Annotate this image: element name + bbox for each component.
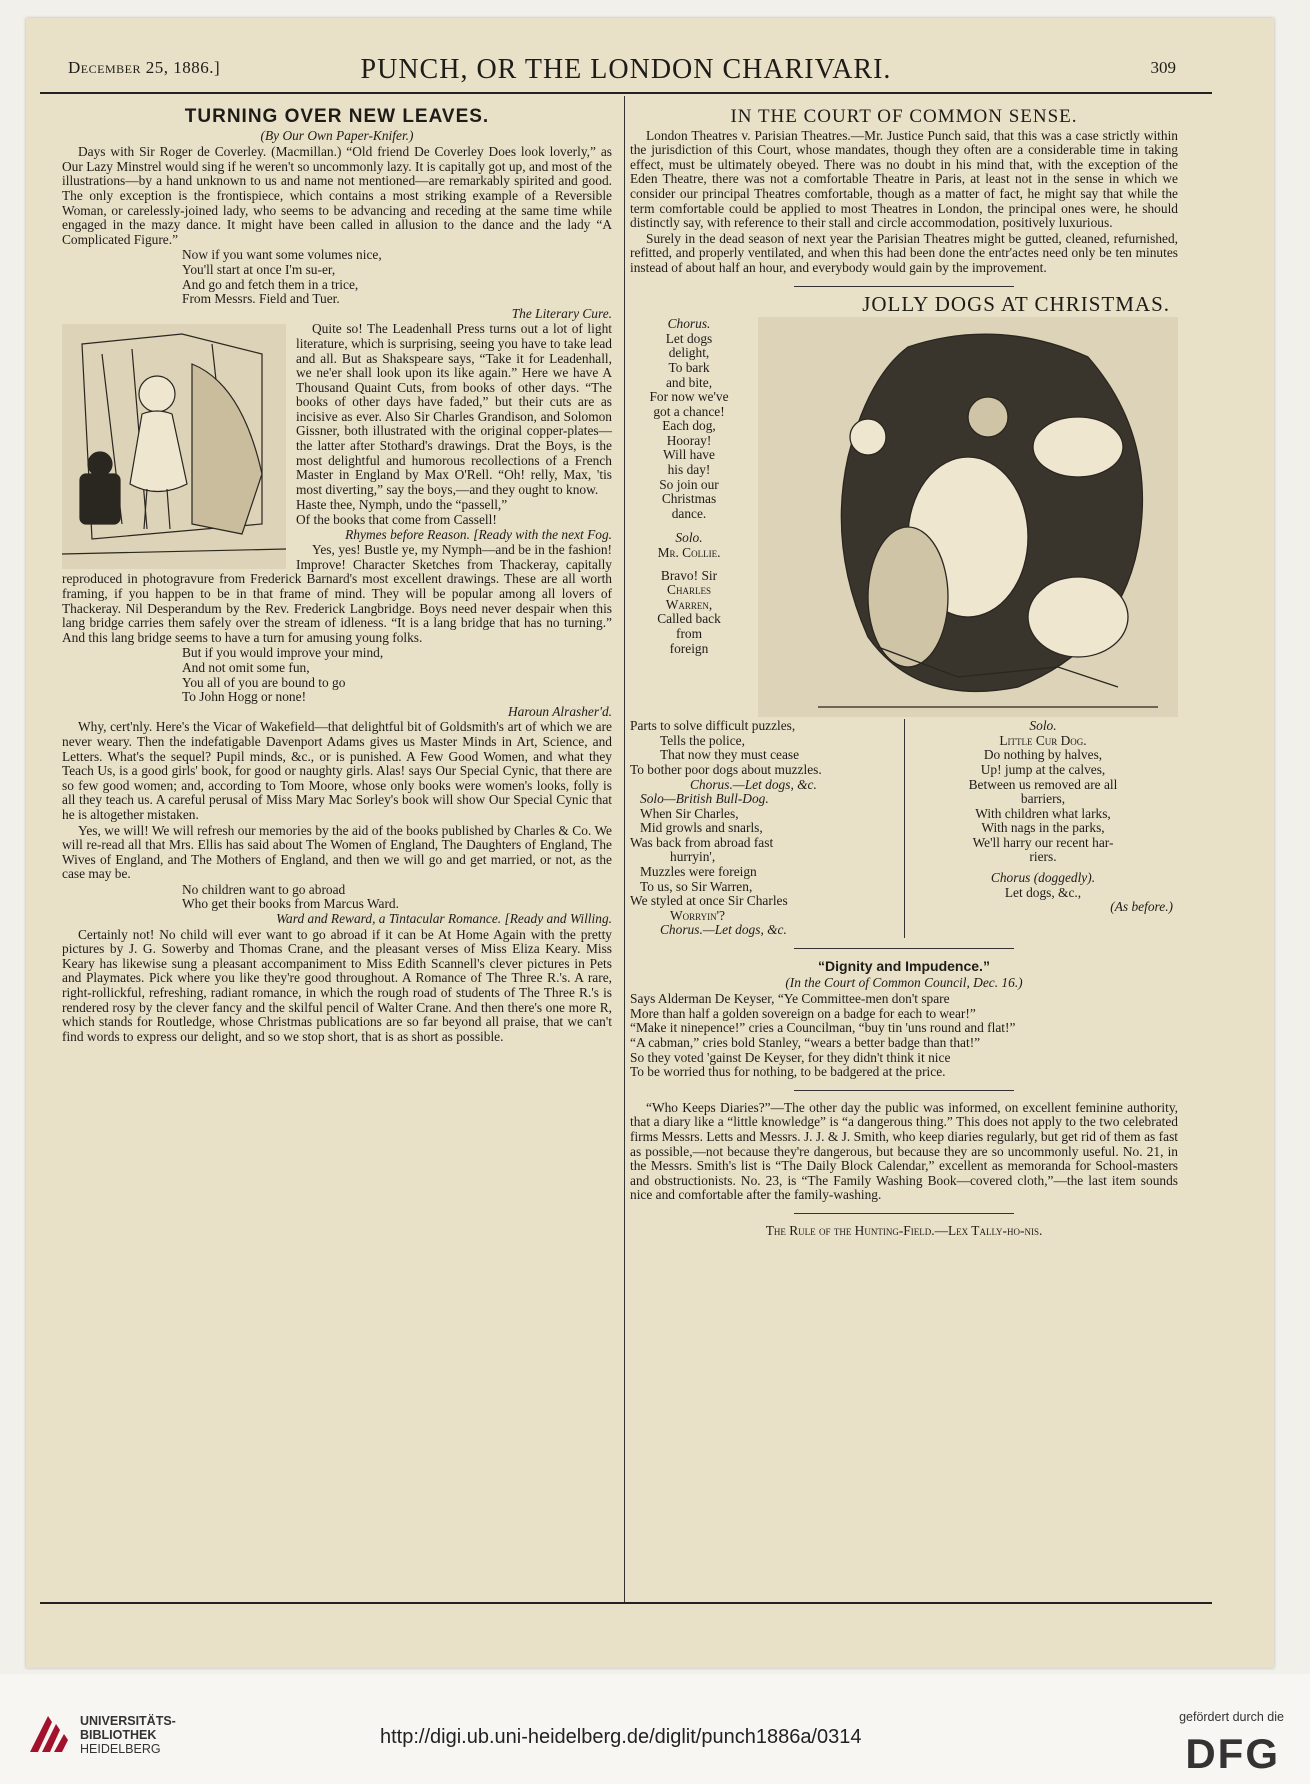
paragraph: Days with Sir Roger de Coverley. (Macmillan.) “Old friend De Coverley Does look loverly,” as Our Lazy Minstrel would sing if he weren't so uncommonly lazy. It is capitally got up, and most of the illustrations—by a hand unknown to us and name not mentioned—are remarkably spirited and good. The only exception is the frontispiece, which contains a most striking example of a Reversible Woman, or carelessly-joined lady, who seems to be advancing and receding at the same time while engaged in the mazy dance. It might have been called in allusion to the dance and the lady “A Complicated Figure.” [62,144,612,247]
university-library-logo-icon [26,1712,70,1756]
section-rule [794,948,1014,949]
dfg-logo: DFG [1185,1730,1280,1777]
closing-joke: The Rule of the Hunting-Field.—Lex Tally-ho-nis. [765,1222,1043,1238]
masthead: PUNCH, OR THE LONDON CHARIVARI. [360,54,892,85]
poem-subtitle-dignity: (In the Court of Common Council, Dec. 16.) [785,974,1023,990]
paragraph: Quite so! The Leadenhall Press turns out a lot of light literature, which is surprising, seeing you have to take lead and all. But as Shakspeare says, “Take it for Leadenhall, we ne'er shall look upon its like again.” Here we have A Thousand Quaint Cuts, from books of other days. “The books of other days have faded,” but their cuts are as incisive as ever. Also Sir Charles Grandison, and Solomon Gissner, both illustrated with the original copper-plates—the latter after Stothard's drawings. Drat the Boys, is the most delightful and humorous recollections of a French Master in England by Max O'Rell. “Oh! relly, Max, 'tis most diverting,” say the boys,—and they ought to know. [296,321,612,497]
section-rule [794,286,1014,287]
verse-block: Now if you want some volumes nice, You'll start at once I'm su-er, And go and fetch them in a trice, From Messrs. Field and Tuer. [182,247,382,307]
section-rule [794,1213,1014,1214]
poem-left-verses: Parts to solve difficult puzzles, Tells the police, That now they must cease To bother poor dogs about muzzles. Chorus.—Let dogs, &c. Solo—British Bull-Dog. When Sir Charles, Mid growls and snarls, Was back from abroad fast hurryin', Muzzles were foreign To us, so Sir Warren, We styled at once Sir Charles Worryin'? Chorus.—Let dogs, &c. [630,718,822,938]
verse-block: But if you would improve your mind, And not omit some fun, You all of you are bound to go To John Hogg or none! [182,645,384,705]
funding-note: gefördert durch die [1179,1710,1284,1724]
byline: (By Our Own Paper-Knifer.) [260,127,414,143]
verse-block: No children want to go abroad Who get their books from Marcus Ward. [182,881,399,912]
jolly-dogs-illustration [758,317,1178,717]
verse-block: Haste thee, Nymph, undo the “passell,” Of the books that come from Cassell! [296,497,508,528]
right-column [630,106,1178,1239]
page-number: 309 [1150,58,1176,77]
poem-continuation [630,719,1178,938]
article-title-common-sense: IN THE COURT OF COMMON SENSE. [730,106,1078,127]
girl-with-books-illustration [62,324,286,569]
university-library-name: UNIVERSITÄTS- BIBLIOTHEK HEIDELBERG [80,1714,176,1756]
header-rule [40,92,1212,94]
verse-credit: Ward and Reward, a Tintacular Romance. [Ready and Willing. [276,911,612,927]
page-header [40,48,1212,90]
dignity-verses: Says Alderman De Keyser, “Ye Committee-men don't spare More than half a golden sovereign on a badge for each to wear!” “Make it ninepence!” cries a Councilman, “buy tin 'uns round and flat!” “A cabman,” cries bold Stanley, “wears a better badge than that!” So they voted 'gainst De Keyser, for they didn't think it nice To be worried thus for nothing, to be badgered at the price. [630,991,1016,1080]
left-column [62,106,612,1045]
viewer-footer [0,1674,1310,1784]
paragraph: Yes, yes! Bustle ye, my Nymph—and be in the fashion! Improve! Character Sketches from Thackeray, capitally reproduced in photogravure from Frederick Barnard's most excellent drawings. These are all worth framing, if you happen to be in that frame of mind. They will be popular among all lovers of Thackeray. Nil Desperandum by the Rev. Frederick Langbridge. Boys need never despair when this lang bridge carries them safely over the stream of idleness. “It is a lang bridge that has no turning.” And this lang bridge seems to have a turn for amusing young folks. [62,542,612,645]
section-rule [794,1090,1014,1091]
paragraph: Why, cert'nly. Here's the Vicar of Wakefield—that delightful bit of Goldsmith's art of which we are never weary. Then the indefatigable Davenport Adams gives us Master Minds in Art, Science, and Letters. What's the sequel? Pupil minds, &c., or is punished. A Few Good Women, and what they Teach Us, is a good girls' book, for good or naughty girls. Alas! says Our Special Cynic, that there are so few good women; and, according to Tom Moore, whose only books were women's looks, folly is all they teach us. A careful perusal of Miss Mary Mac Sorley's book will show Our Special Cynic that he is altogether mistaken. [62,719,612,822]
paragraph: Yes, we will! We will refresh our memories by the aid of the books published by Charles & Co. We will re-read all that Mrs. Ellis has said about The Women of England, The Daughters of England, The Wives of England, and The Mothers of England, and then we will go and get married, or not, as the case may be. [62,822,612,882]
footer-rule [40,1602,1212,1604]
poem-title-jolly-dogs: JOLLY DOGS AT CHRISTMAS. [862,291,1170,316]
paragraph: Certainly not! No child will ever want to go abroad if it can be At Home Again with the pretty pictures by J. G. Sowerby and Thomas Crane, and the pleasant verses of Miss Eliza Keary. Miss Keary has likewise sung a pleasant accompaniment to Miss Edith Scannell's clever pictures in Pets and Playmates. Pick where you like they're good throughout. A Romance of The Three R.'s. A rare, right-rollickful, refreshing, radiant romance, in which the rough road of students of The Three R.'s is rendered rosy by the clever fancy and the skilful pencil of Walter Crane. And then there's one more R, which stands for Routledge, whose Christmas publications are so far beyond all praise, that we can't find words to express our delight, and so we stop short, that is as short as possible. [62,926,612,1044]
paragraph: Surely in the dead season of next year the Parisian Theatres might be gutted, cleaned, refurnished, refitted, and properly ventilated, and when this had been done the entr'actes need only be ten minutes instead of about half an hour, and everybody would gain by the improvement. [630,230,1178,275]
article-title-new-leaves: TURNING OVER NEW LEAVES. [184,106,490,127]
chorus-block: Chorus. Let dogs delight, To bark and bite, For now we've got a chance! Each dog, Hooray! Will have his day! So join our Christmas dance. Solo. Mr. Collie. Bravo! Sir Charles Warren, Called back from foreign [649,316,729,656]
poem-title-dignity: “Dignity and Impudence.” [818,958,990,975]
issue-date: December 25, 1886.] [68,58,221,77]
permalink-url[interactable]: http://digi.ub.uni-heidelberg.de/diglit/punch1886a/0314 [380,1726,862,1748]
paragraph: “Who Keeps Diaries?”—The other day the public was informed, on excellent feminine authority, that a diary like a “little knowledge” is “a dangerous thing.” This does not apply to the two celebrated firms Messrs. Letts and Messrs. J. J. & J. Smith, who keep diaries regularly, but get rid of them as fast as possible,—not because they're dangerous, but because they are so uncommonly useful. No. 21, in the Messrs. Smith's list is “The Daily Block Calendar,” excellent as memoranda for School-masters and obstructionists. No. 23, is “The Family Washing Book—covered cloth,”—the last item sounds nice and comfortable after the family-washing. [630,1099,1178,1203]
column-divider [624,96,625,1602]
verse-credit: Haroun Alrasher'd. [507,703,612,719]
paragraph: London Theatres v. Parisian Theatres.—Mr. Justice Punch said, that this was a case strictly within the jurisdiction of this Court, whose mandates, though they often are a considerable time in taking effect, must be ultimately obeyed. There was no doubt in his mind that, with the exception of the Eden Theatre, there was not a comfortable Theatre in Paris, at least not in the sense in which we consider our principal Theatres comfortable, though as a matter of fact, he might say that while the term comfortable could be applied to most Theatres in London, the principal ones were, he should distinctly say, with reference to their stall and circle accommodation, positively luxurious. [630,127,1178,231]
poem-right-verses: Solo. Little Cur Dog. Do nothing by halves, Up! jump at the calves, Between us removed are all barriers, With children what larks, With nags in the parks, We'll harry our recent har- riers. Chorus (doggedly). Let dogs, &c., (As before.) [904,719,1173,938]
verse-credit: Rhymes before Reason. [Ready with the next Fog. [345,526,612,542]
verse-credit: The Literary Cure. [511,305,612,321]
